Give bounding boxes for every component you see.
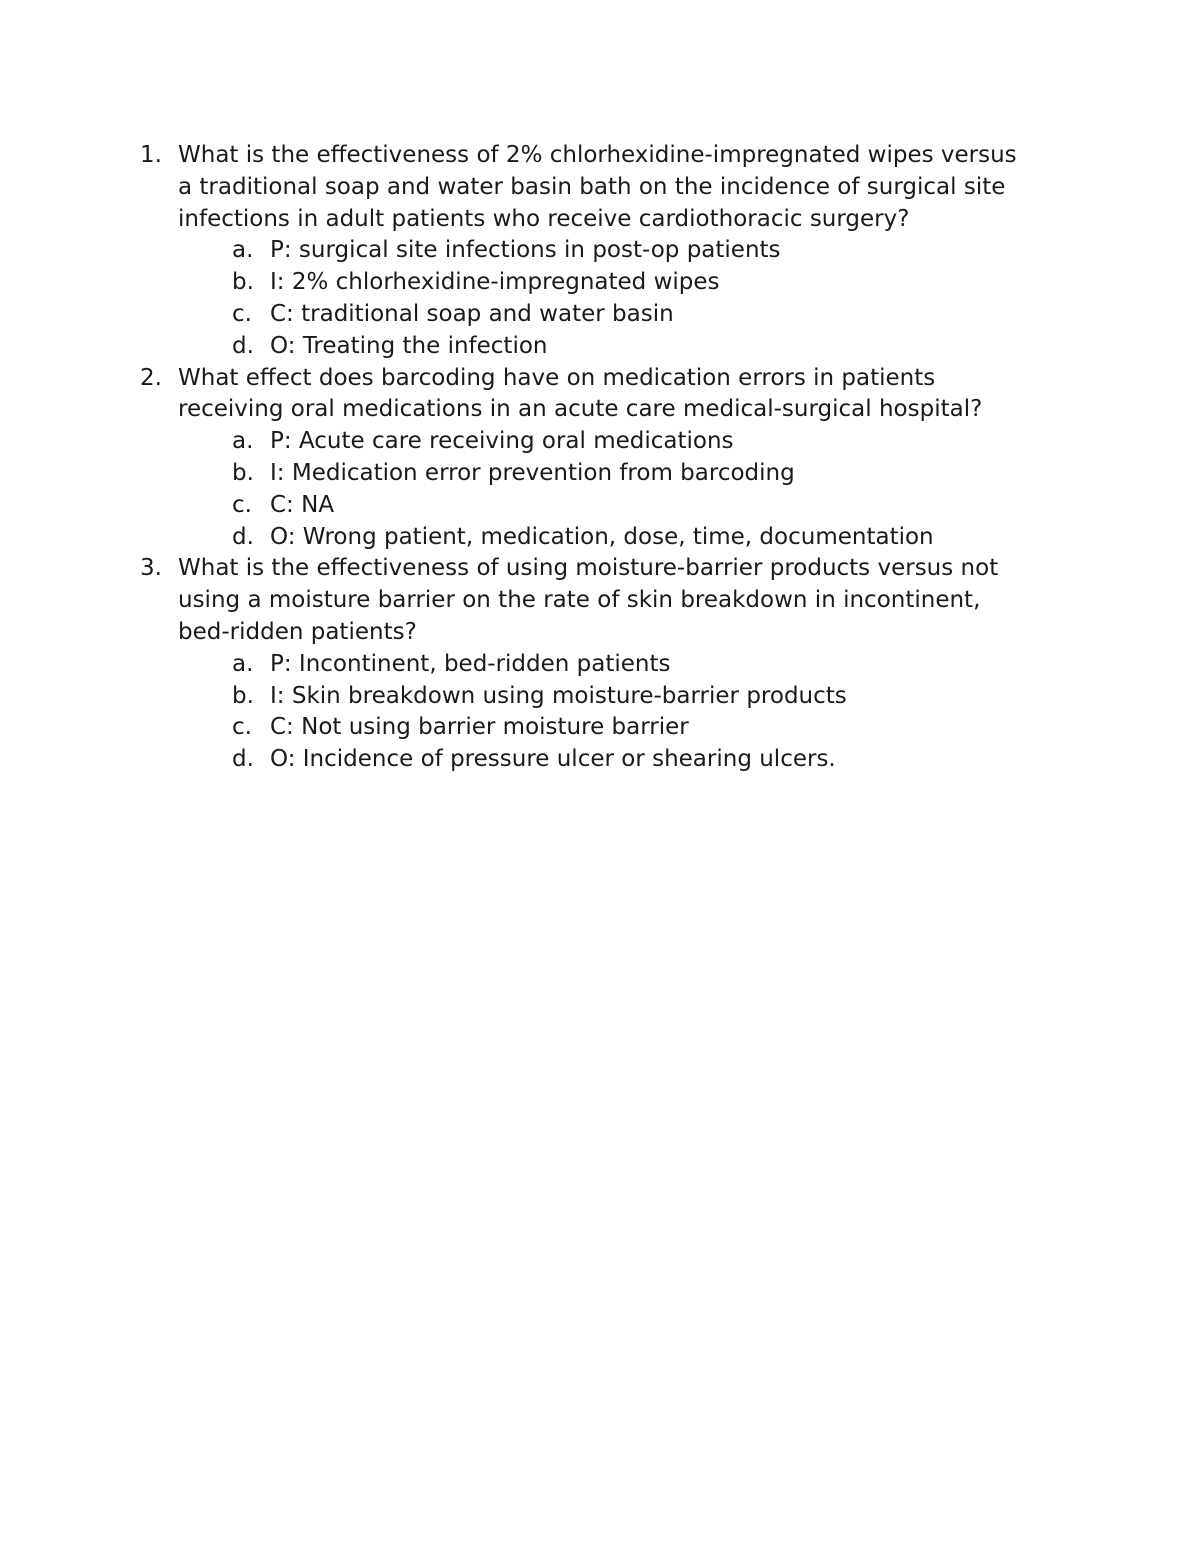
question-text-line: a traditional soap and water basin bath on the incidence of surgical site xyxy=(178,173,1006,200)
question-text-line: using a moisture barrier on the rate of skin breakdown in incontinent, xyxy=(178,587,981,614)
question-text-line: What is the effectiveness of using moisture-barrier products versus not xyxy=(178,555,999,582)
pico-item-i xyxy=(140,458,1060,490)
question-2 xyxy=(140,363,1060,554)
question-1 xyxy=(140,140,1060,363)
pico-item-o xyxy=(140,331,1060,363)
question-line xyxy=(140,172,1060,204)
pico-marker: d. xyxy=(232,523,254,550)
pico-marker: b. xyxy=(232,459,254,486)
pico-marker: a. xyxy=(232,650,254,677)
pico-marker: a. xyxy=(232,237,254,264)
question-number: 1. xyxy=(140,142,162,168)
question-list xyxy=(140,140,1060,776)
pico-text: P: Acute care receiving oral medications xyxy=(270,428,734,455)
pico-marker: b. xyxy=(232,682,254,709)
pico-text: I: Skin breakdown using moisture-barrier products xyxy=(270,682,847,709)
pico-item-c xyxy=(140,712,1060,744)
question-text-line: What effect does barcoding have on medication errors in patients xyxy=(178,364,936,391)
pico-marker: d. xyxy=(232,332,254,359)
pico-text: P: Incontinent, bed-ridden patients xyxy=(270,650,671,677)
pico-marker: c. xyxy=(232,491,252,518)
pico-marker: b. xyxy=(232,269,254,296)
pico-item-o xyxy=(140,522,1060,554)
pico-text: O: Treating the infection xyxy=(270,332,548,359)
question-text-line: infections in adult patients who receive cardiothoracic surgery? xyxy=(178,205,910,232)
pico-item-p xyxy=(140,649,1060,681)
pico-item-i xyxy=(140,267,1060,299)
question-number: 3. xyxy=(140,555,162,582)
pico-marker: d. xyxy=(232,746,254,773)
question-3 xyxy=(140,553,1060,776)
pico-text: P: surgical site infections in post-op patients xyxy=(270,237,781,264)
pico-marker: c. xyxy=(232,714,252,741)
question-line xyxy=(140,617,1060,649)
question-text-line: What is the effectiveness of 2% chlorhexidine-impregnated wipes versus xyxy=(178,142,1017,168)
pico-text: C: traditional soap and water basin xyxy=(270,300,674,327)
question-line xyxy=(140,553,1060,585)
question-line xyxy=(140,363,1060,395)
pico-text: O: Incidence of pressure ulcer or shearing ulcers. xyxy=(270,746,836,773)
question-number: 2. xyxy=(140,364,162,391)
question-text-line: bed-ridden patients? xyxy=(178,618,417,645)
pico-marker: a. xyxy=(232,428,254,455)
question-line xyxy=(140,204,1060,236)
pico-item-p xyxy=(140,426,1060,458)
pico-text: C: Not using barrier moisture barrier xyxy=(270,714,689,741)
question-line xyxy=(140,394,1060,426)
pico-item-c xyxy=(140,490,1060,522)
pico-item-i xyxy=(140,681,1060,713)
pico-text: I: Medication error prevention from barcoding xyxy=(270,459,795,486)
question-line xyxy=(140,585,1060,617)
pico-item-p xyxy=(140,235,1060,267)
pico-marker: c. xyxy=(232,300,252,327)
pico-item-c xyxy=(140,299,1060,331)
question-line xyxy=(140,140,1060,172)
pico-text: O: Wrong patient, medication, dose, time, documentation xyxy=(270,523,934,550)
pico-text: C: NA xyxy=(270,491,335,518)
pico-text: I: 2% chlorhexidine-impregnated wipes xyxy=(270,269,720,296)
pico-item-o xyxy=(140,744,1060,776)
question-text-line: receiving oral medications in an acute care medical-surgical hospital? xyxy=(178,396,983,423)
